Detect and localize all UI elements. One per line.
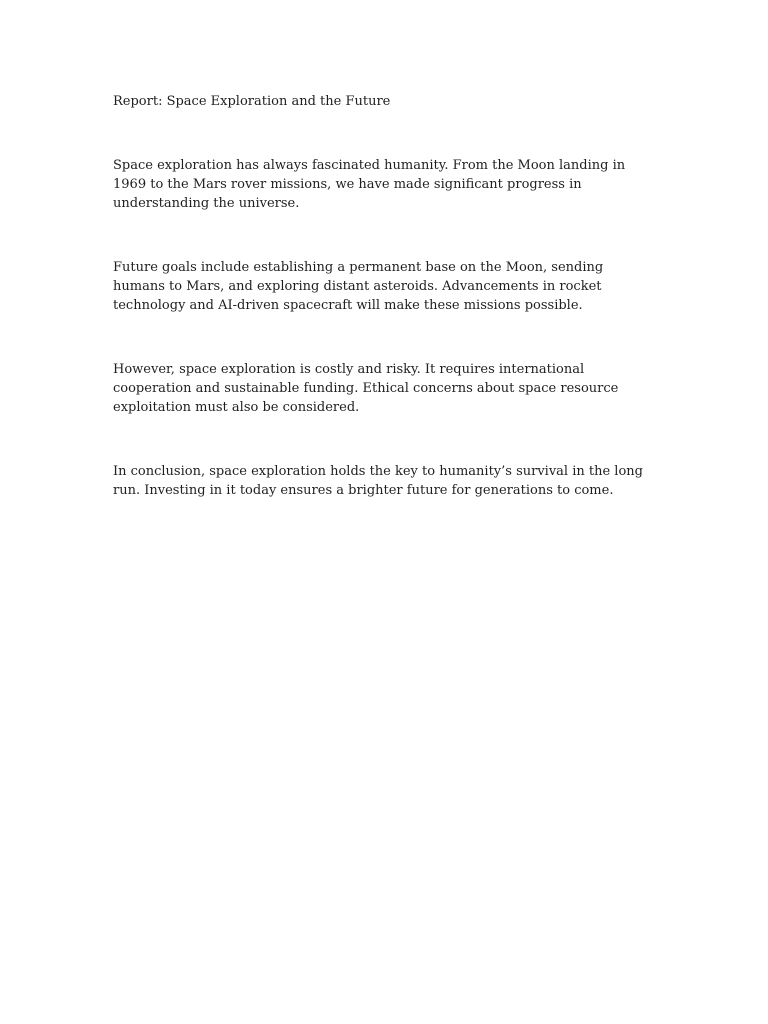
document-body	[113, 92, 658, 500]
document-title: Report: Space Exploration and the Future	[113, 94, 391, 109]
paragraph-challenges: However, space exploration is costly and risky. It requires international cooperation and sustainable funding. Ethical concerns about space resource exploitation must also be considered.	[113, 362, 619, 415]
paragraph-future-goals: Future goals include establishing a permanent base on the Moon, sending humans to Mars, and exploring distant asteroids. Advancements in rocket technology and AI-driven spacecraft will make these missions possible.	[113, 260, 604, 313]
paragraph-intro: Space exploration has always fascinated humanity. From the Moon landing in 1969 to the Mars rover missions, we have made significant progress in understanding the universe.	[113, 158, 626, 211]
paragraph-conclusion: In conclusion, space exploration holds the key to humanity’s survival in the long run. Investing in it today ensures a brighter future for generations to come.	[113, 464, 643, 498]
